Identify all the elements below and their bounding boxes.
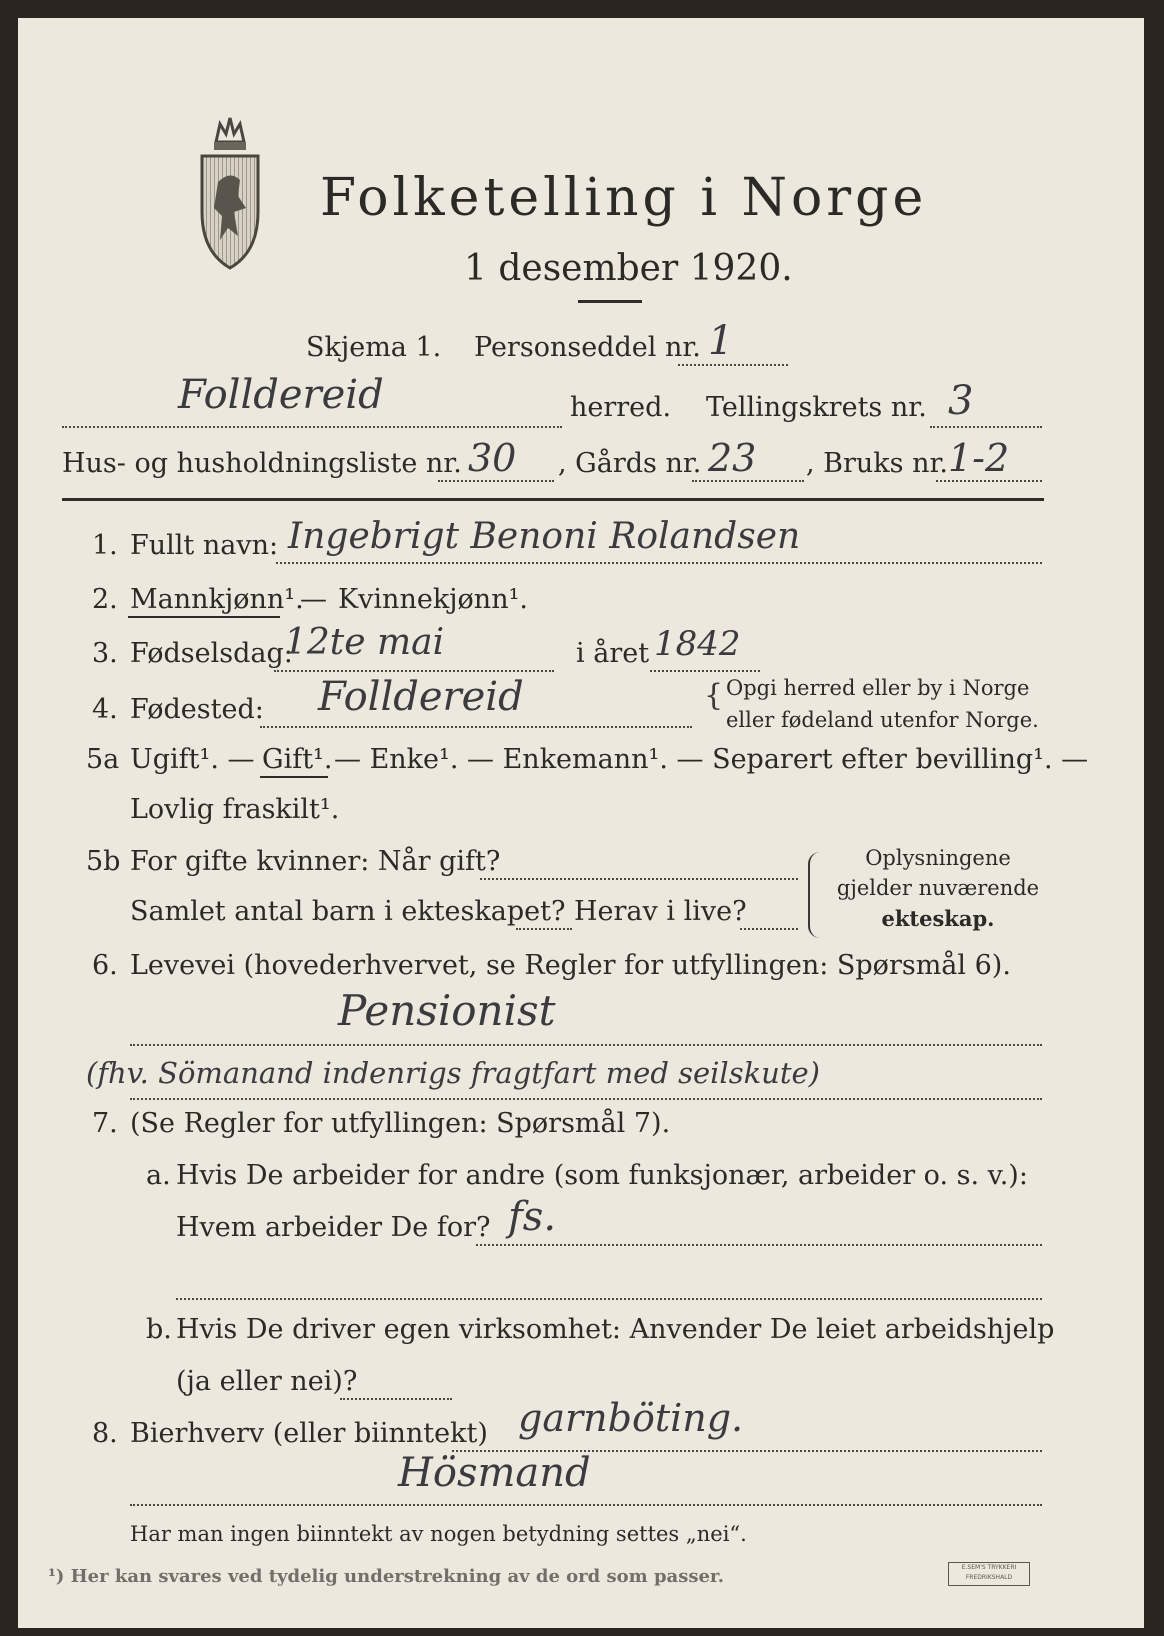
title-divider	[578, 300, 642, 303]
q8-label: Bierhverv (eller biinntekt)	[130, 1418, 488, 1449]
personseddel-value: 1	[708, 318, 734, 364]
q5b-note-line2: gjelder nuværende	[836, 876, 1040, 900]
q6-line1	[130, 1044, 1042, 1046]
q7a-text: Hvis De arbeider for andre (som funksjonær, arbeider o. s. v.):	[176, 1160, 1028, 1191]
q3-number: 3.	[92, 638, 118, 669]
q5b-antal-barn-line	[516, 928, 572, 930]
q4-note-line2: eller fødeland utenfor Norge.	[726, 708, 1039, 732]
q5b-number: 5b	[86, 846, 121, 877]
bruks-value: 1-2	[948, 436, 1010, 480]
tellingskrets-label: Tellingskrets nr.	[706, 392, 927, 423]
q7b-letter: b.	[146, 1314, 172, 1345]
q3-year-line	[650, 670, 760, 672]
gards-label: , Gårds nr.	[558, 448, 702, 479]
q6-line2	[130, 1098, 1042, 1100]
q7a-question: Hvem arbeider De for?	[176, 1212, 491, 1243]
personseddel-label: Personseddel nr.	[474, 332, 701, 363]
q5a-fraskilt: Lovlig fraskilt¹.	[130, 794, 340, 825]
q4-label: Fødested:	[130, 694, 264, 725]
hus-line	[438, 480, 554, 482]
q5a-gift-underline	[260, 776, 328, 778]
q7b-question: (ja eller nei)?	[176, 1366, 358, 1397]
q6-value2: (fhv. Sömanand indenrigs fragtfart med seilskute)	[86, 1056, 820, 1090]
q4-line	[260, 726, 692, 728]
q7-number: 7.	[92, 1108, 118, 1139]
q5b-naar-gift: For gifte kvinner: Når gift?	[130, 846, 501, 877]
herred-label: herred.	[570, 392, 672, 423]
bruks-line	[936, 480, 1042, 482]
q6-label: Levevei (hovederhvervet, se Regler for utfyllingen: Spørsmål 6).	[130, 950, 1011, 981]
q8-value2: Hösmand	[398, 1450, 591, 1496]
q2-separator: —	[300, 584, 327, 615]
q4-note-line1: Opgi herred eller by i Norge	[726, 676, 1030, 700]
footer-footnote: ¹) Her kan svares ved tydelig understrekning av de ord som passer.	[48, 1566, 725, 1587]
q4-brace-icon: {	[704, 678, 724, 713]
q5a-number: 5a	[86, 744, 120, 775]
q5b-antal-barn: Samlet antal barn i ekteskapet?	[130, 896, 566, 927]
q1-value: Ingebrigt Benoni Rolandsen	[288, 516, 801, 557]
bruks-label: , Bruks nr.	[806, 448, 949, 479]
herred-value: Folldereid	[178, 372, 384, 418]
q3-value: 12te mai	[284, 622, 445, 663]
q2-female: Kvinnekjønn¹.	[338, 584, 528, 615]
q7a-letter: a.	[146, 1160, 171, 1191]
q4-number: 4.	[92, 694, 118, 725]
q1-number: 1.	[92, 530, 118, 561]
herred-line	[62, 426, 562, 428]
q8-line2	[130, 1504, 1042, 1506]
q5b-note-line3: ekteskap.	[881, 906, 995, 931]
personseddel-line	[678, 364, 788, 366]
q7-label: (Se Regler for utfyllingen: Spørsmål 7).	[130, 1108, 671, 1139]
q5b-herav: Herav i live?	[574, 896, 747, 927]
q5b-herav-line	[740, 928, 798, 930]
q4-value: Folldereid	[318, 674, 524, 720]
hus-value: 30	[468, 436, 517, 480]
header-rule	[62, 498, 1044, 501]
census-form	[18, 18, 1144, 1628]
q7a-line1	[476, 1244, 1042, 1246]
skjema-label: Skjema 1.	[306, 332, 442, 363]
q2-male: Mannkjønn¹.	[130, 584, 304, 615]
tellingskrets-line	[930, 426, 1042, 428]
hus-label: Hus- og husholdningsliste nr.	[62, 448, 462, 479]
q2-number: 2.	[92, 584, 118, 615]
q5b-note-line1: Oplysningene	[865, 846, 1011, 870]
q7b-line	[340, 1398, 452, 1400]
q3-line	[274, 670, 554, 672]
q6-number: 6.	[92, 950, 118, 981]
q3-label: Fødselsdag:	[130, 638, 293, 669]
q8-number: 8.	[92, 1418, 118, 1449]
form-title: Folketelling i Norge	[320, 168, 928, 228]
q5a-gift: Gift¹.	[262, 744, 333, 775]
q5a-ugift: Ugift¹. —	[130, 744, 255, 775]
q5b-brace-icon	[808, 852, 828, 938]
q1-line	[276, 562, 1042, 564]
q5a-other: — Enke¹. — Enkemann¹. — Separert efter bevilling¹. —	[334, 744, 1089, 775]
coat-of-arms-icon	[194, 112, 266, 272]
q5b-naar-gift-line	[480, 878, 798, 880]
q7b-text: Hvis De driver egen virksomhet: Anvender De leiet arbeidshjelp	[176, 1314, 1055, 1345]
form-date: 1 desember 1920.	[464, 248, 793, 289]
gards-line	[692, 480, 804, 482]
footer-note: Har man ingen biinntekt av nogen betydning settes „nei“.	[130, 1522, 747, 1546]
q6-value1: Pensionist	[338, 986, 556, 1035]
printer-mark: E.SEM'S TRYKKERI FREDRIKSHALD	[948, 1562, 1030, 1586]
q2-male-underline	[128, 616, 280, 618]
q7a-value: fs.	[508, 1194, 557, 1240]
q3-year-value: 1842	[654, 624, 741, 664]
q8-value1: garnböting.	[518, 1396, 744, 1440]
tellingskrets-value: 3	[948, 378, 974, 424]
gards-value: 23	[708, 436, 757, 480]
q1-label: Fullt navn:	[130, 530, 279, 561]
q7a-line2	[176, 1298, 1042, 1300]
q3-year-label: i året	[576, 638, 650, 669]
